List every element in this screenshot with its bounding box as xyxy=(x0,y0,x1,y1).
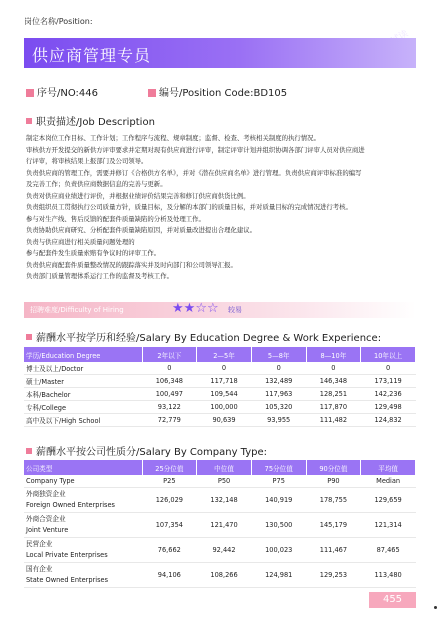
table-cell: 专科/College xyxy=(24,401,142,414)
description-line: 审核供方开发提交的新供方评审要求并定期对现有供应商进行评审，制定评审计划并组织协调各部门评审人员对供应商进 xyxy=(26,145,365,154)
table-cell: P25 xyxy=(142,475,197,488)
difficulty-bar xyxy=(24,302,416,318)
table-cell: 126,029 xyxy=(142,488,197,513)
table-cell: 142,236 xyxy=(361,388,416,401)
column-header: 中位值 xyxy=(197,460,252,475)
table-cell: 121,314 xyxy=(361,513,416,538)
table-cell: 132,489 xyxy=(251,375,306,388)
table-cell: 111,467 xyxy=(306,538,361,563)
table-cell: 129,498 xyxy=(361,401,416,414)
table-cell: 94,106 xyxy=(142,563,197,588)
table-cell xyxy=(24,513,142,538)
table-cell xyxy=(24,488,142,513)
square-bullet-icon xyxy=(26,89,34,97)
column-header: 2—5年 xyxy=(197,347,252,362)
table-cell: 117,963 xyxy=(251,388,306,401)
edu-salary-table xyxy=(24,347,416,427)
table-cell: 124,832 xyxy=(361,414,416,427)
company-type-cn: 民营企业 xyxy=(26,540,53,548)
table-row xyxy=(24,488,416,513)
table-cell: 76,662 xyxy=(142,538,197,563)
table-cell: 0 xyxy=(361,362,416,375)
table-cell: 本科/Bachelor xyxy=(24,388,142,401)
table-cell: 121,470 xyxy=(197,513,252,538)
difficulty-rating xyxy=(172,301,219,316)
table-cell: 124,981 xyxy=(251,563,306,588)
column-header: 8—10年 xyxy=(306,347,361,362)
table-row xyxy=(24,563,416,588)
company-salary-heading xyxy=(26,443,267,458)
table-cell: 硕士/Master xyxy=(24,375,142,388)
table-cell: P50 xyxy=(197,475,252,488)
table-cell: 145,179 xyxy=(306,513,361,538)
table-cell xyxy=(24,538,142,563)
column-header: 25分位值 xyxy=(142,460,197,475)
description-line: 及完善工作；负责供应商数据信息的完善与更新。 xyxy=(26,180,167,188)
difficulty-level: 较易 xyxy=(228,306,242,314)
star-filled-icon: ★ xyxy=(172,301,184,316)
table-cell: 130,500 xyxy=(251,513,306,538)
page-number: 455 xyxy=(369,592,416,608)
table-cell: Median xyxy=(361,475,416,488)
job-title: 供应商管理专员 xyxy=(32,46,152,65)
table-cell: 0 xyxy=(251,362,306,375)
description-line: 负责组织员工贯彻执行公司质量方针，质量目标，及分解的本部门的质量目标，并对质量目标的完成情况进行考核。 xyxy=(26,203,352,211)
table-cell: 0 xyxy=(306,362,361,375)
edu-salary-heading xyxy=(26,329,381,344)
table-row xyxy=(24,513,416,538)
serial-text: 序号/NO:446 xyxy=(37,88,99,99)
table-cell: P75 xyxy=(251,475,306,488)
dot-mark xyxy=(434,606,437,609)
table-cell: 178,755 xyxy=(306,488,361,513)
table-row xyxy=(24,401,416,414)
table-cell: 129,253 xyxy=(306,563,361,588)
company-salary-title: 薪酬水平按公司性质分/Salary By Company Type: xyxy=(36,447,268,458)
column-header: 5—8年 xyxy=(251,347,306,362)
table-cell: 90,639 xyxy=(197,414,252,427)
column-header: 90分位值 xyxy=(306,460,361,475)
description-line: 负责与供应商进行相关质量问题处理的 xyxy=(26,237,135,246)
description-line: 负责部门质量管理体系运行工作的监督及考核工作。 xyxy=(26,272,173,280)
table-cell: 140,919 xyxy=(251,488,306,513)
table-cell: P90 xyxy=(306,475,361,488)
table-cell: 132,148 xyxy=(197,488,252,513)
description-line: 负责协助供应商研究、分析配套件质量缺陷原因，并对质量改进提出合理化建议。 xyxy=(26,226,257,234)
description-line: 负责供应商配套件质量整改情况的跟踪落实并及时向部门和公司领导汇报。 xyxy=(26,260,237,269)
column-header: 10年以上 xyxy=(361,347,416,362)
table-row xyxy=(24,538,416,563)
edu-salary-title: 薪酬水平按学历和经验/Salary By Education Degree & Work Experience: xyxy=(36,333,382,344)
table-cell: 0 xyxy=(197,362,252,375)
company-type-en: State Owned Enterprises xyxy=(26,576,109,584)
table-cell: 129,659 xyxy=(361,488,416,513)
table-cell: Company Type xyxy=(24,475,142,488)
column-header: 公司类型 xyxy=(24,460,142,475)
table-cell: 87,465 xyxy=(361,538,416,563)
company-type-en: Local Private Enterprises xyxy=(26,551,108,559)
table-cell: 128,251 xyxy=(306,388,361,401)
square-bullet-icon xyxy=(26,118,32,124)
column-header: 2年以下 xyxy=(142,347,197,362)
company-type-cn: 外商合资企业 xyxy=(26,515,66,523)
square-bullet-icon xyxy=(26,448,32,454)
company-salary-table xyxy=(24,460,416,588)
table-cell: 博士及以上/Doctor xyxy=(24,362,142,375)
description-line: 负责供应商的管理工作，需要并修订《合格供方名单》，并对《潜在供应商名单》进行管理。负责供应商评审标准的编写 xyxy=(26,168,362,177)
company-type-cn: 外商独资企业 xyxy=(26,490,66,498)
position-label: 岗位名称/Position: xyxy=(24,17,93,26)
job-description-heading xyxy=(26,113,155,128)
table-row xyxy=(24,388,416,401)
company-type-en: Joint Venture xyxy=(26,526,69,534)
table-cell: 100,497 xyxy=(142,388,197,401)
description-line: 参与配套件发生质量索赔有争议时的评审工作。 xyxy=(26,249,161,257)
table-cell: 106,348 xyxy=(142,375,197,388)
table-cell: 173,119 xyxy=(361,375,416,388)
square-bullet-icon xyxy=(26,334,32,340)
star-empty-icon: ☆ xyxy=(195,301,207,316)
table-cell: 72,779 xyxy=(142,414,197,427)
column-header: 75分位值 xyxy=(251,460,306,475)
title-bar xyxy=(24,38,416,68)
company-type-cn: 国有企业 xyxy=(26,565,53,573)
table-cell: 111,482 xyxy=(306,414,361,427)
job-description-body xyxy=(26,133,421,283)
table-cell: 109,544 xyxy=(197,388,252,401)
star-filled-icon: ★ xyxy=(183,301,196,316)
table-row xyxy=(24,375,416,388)
table-header-row xyxy=(24,460,416,475)
table-cell: 100,023 xyxy=(251,538,306,563)
description-line: 参与对生产线、售后反馈的配套件质量缺陷的分析及处理工作。 xyxy=(26,214,205,223)
column-header: 平均值 xyxy=(361,460,416,475)
column-header: 学历/Education Degree xyxy=(24,347,142,362)
description-line: 制定本岗位工作目标、工作计划；工作程序与流程、规章制度；监督、检查、考核相关制度的执行情况。 xyxy=(26,134,320,142)
table-cell: 117,870 xyxy=(306,401,361,414)
table-cell: 93,122 xyxy=(142,401,197,414)
company-type-en: Foreign Owned Enterprises xyxy=(26,501,115,509)
table-cell: 100,000 xyxy=(197,401,252,414)
position-code xyxy=(148,84,287,99)
star-empty-icon: ☆ xyxy=(206,301,219,316)
table-cell: 107,354 xyxy=(142,513,197,538)
table-cell: 0 xyxy=(142,362,197,375)
table-row xyxy=(24,414,416,427)
table-cell: 高中及以下/High School xyxy=(24,414,142,427)
square-bullet-icon xyxy=(148,89,156,97)
table-row xyxy=(24,475,416,488)
table-cell: 108,266 xyxy=(197,563,252,588)
description-line: 行评审，将审核结果上报部门及公司领导。 xyxy=(26,157,148,165)
difficulty-label: 招聘难度/Difficulty of Hiring xyxy=(30,306,124,314)
table-cell xyxy=(24,563,142,588)
job-description-title: 职责描述/Job Description xyxy=(36,117,155,128)
table-cell: 117,718 xyxy=(197,375,252,388)
table-cell: 92,442 xyxy=(197,538,252,563)
table-header-row xyxy=(24,347,416,362)
position-code-text: 编号/Position Code:BD105 xyxy=(159,88,288,99)
table-cell: 105,320 xyxy=(251,401,306,414)
serial-number xyxy=(26,84,98,99)
table-cell: 93,955 xyxy=(251,414,306,427)
table-cell: 146,348 xyxy=(306,375,361,388)
description-line: 负责对供应商业绩进行评价，并根据业绩评价结果完善和修订供应商供货比例。 xyxy=(26,191,250,200)
table-row xyxy=(24,362,416,375)
table-cell: 113,480 xyxy=(361,563,416,588)
